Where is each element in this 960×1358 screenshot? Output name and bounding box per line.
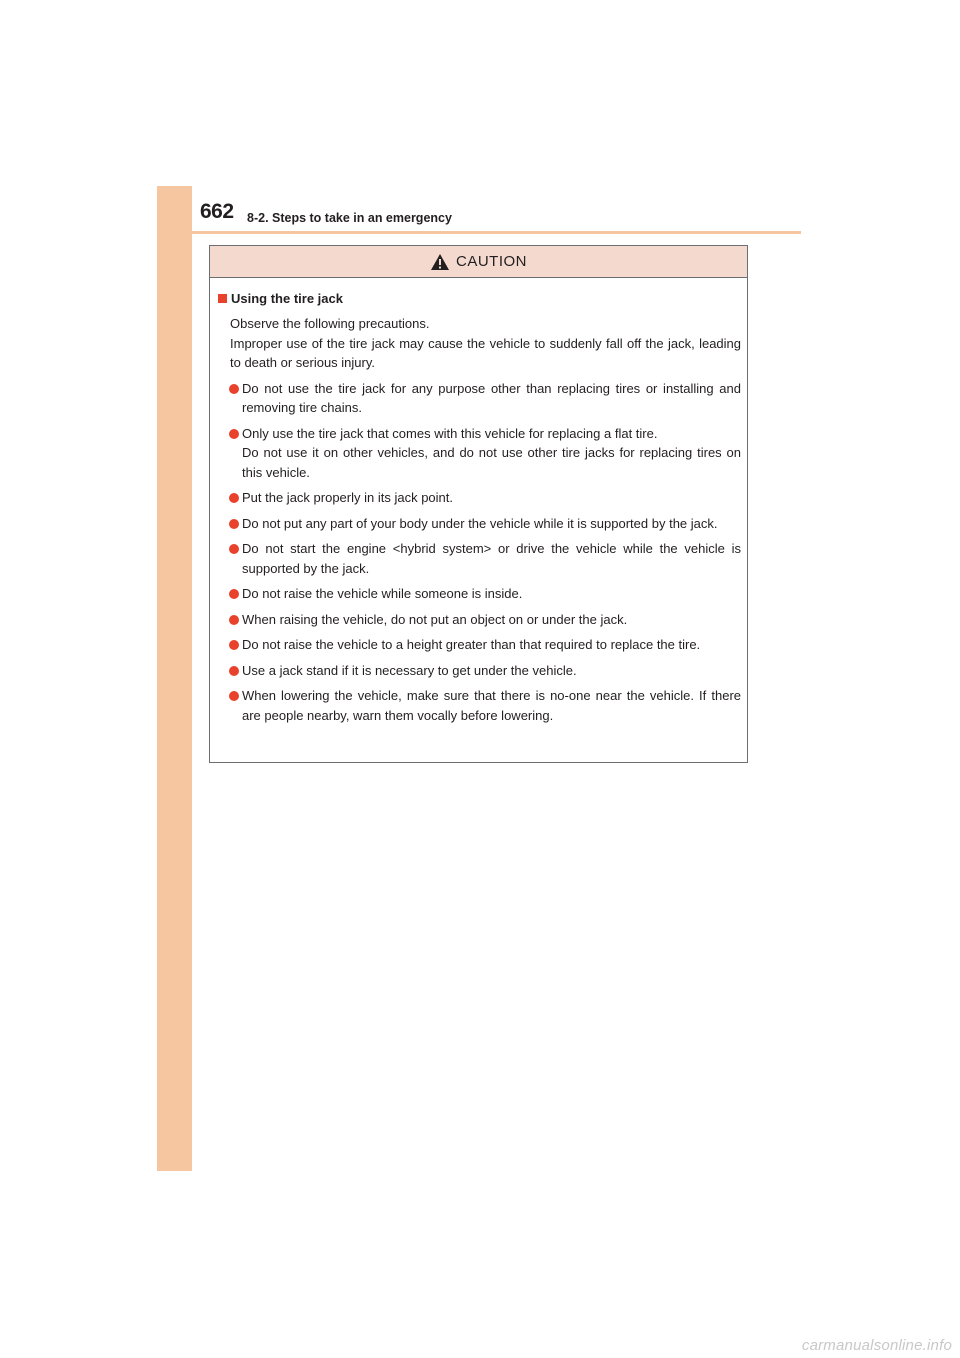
precaution-line: When lowering the vehicle, make sure that there is no-one near the vehicle. If there are people nearby, warn them vocally before lowering. [242,688,741,723]
circle-bullet-icon [229,589,239,599]
caution-topic [218,291,741,306]
header-rule [192,231,801,234]
precaution-line: Do not raise the vehicle to a height greater than that required to replace the tire. [242,637,701,652]
caution-body [210,278,747,725]
intro-line: Improper use of the tire jack may cause the vehicle to suddenly fall off the jack, leading to death or serious injury. [230,335,741,370]
precaution-line: Put the jack properly in its jack point. [242,490,453,505]
precaution-line: Do not raise the vehicle while someone is inside. [242,586,523,601]
precaution-text [242,661,741,681]
precaution-item [218,635,741,655]
precaution-line: Use a jack stand if it is necessary to get under the vehicle. [242,662,577,678]
watermark: carmanualsonline.info [801,1337,952,1354]
precaution-item [218,514,741,534]
precaution-item [218,488,741,508]
circle-bullet-icon [229,429,239,439]
intro-line: Observe the following precautions. [230,316,430,331]
precaution-text [242,539,741,578]
precaution-item [218,584,741,604]
precaution-text [242,488,741,508]
caution-title: CAUTION [456,253,527,270]
circle-bullet-icon [229,640,239,650]
precaution-line: Only use the tire jack that comes with this vehicle for replacing a flat tire. [242,425,658,441]
precaution-item [218,379,741,418]
precaution-item [218,610,741,630]
circle-bullet-icon [229,666,239,676]
circle-bullet-icon [229,493,239,503]
precaution-text [242,686,741,725]
circle-bullet-icon [229,519,239,529]
caution-box [209,245,748,763]
caution-topic-label: Using the tire jack [231,291,343,306]
precaution-line: Do not put any part of your body under the vehicle while it is supported by the jack. [242,515,718,531]
precaution-item [218,661,741,681]
section-title: 8-2. Steps to take in an emergency [247,211,452,225]
precaution-line: When raising the vehicle, do not put an object on or under the jack. [242,611,628,627]
precaution-text [242,379,741,418]
precaution-text [242,584,741,604]
circle-bullet-icon [229,544,239,554]
precaution-line: Do not start the engine <hybrid system> or drive the vehicle while the vehicle is supported by the jack. [242,541,741,576]
circle-bullet-icon [229,384,239,394]
square-bullet-icon [218,294,227,303]
precaution-text [242,514,741,534]
precaution-line: Do not use it on other vehicles, and do not use other tire jacks for replacing tires on this vehicle. [242,445,741,480]
precaution-text [242,610,741,630]
circle-bullet-icon [229,691,239,701]
precaution-list [218,379,741,726]
warning-triangle-icon [430,253,450,271]
caution-intro [218,314,741,373]
precaution-text [242,635,741,655]
caution-header [210,246,747,278]
precaution-item [218,539,741,578]
precaution-line: Do not use the tire jack for any purpose other than replacing tires or installing and removing tire chains. [242,380,741,415]
page-number: 662 [200,200,234,223]
precaution-item [218,686,741,725]
precaution-text [242,424,741,483]
precaution-item [218,424,741,483]
chapter-side-tab [157,186,192,1171]
circle-bullet-icon [229,615,239,625]
